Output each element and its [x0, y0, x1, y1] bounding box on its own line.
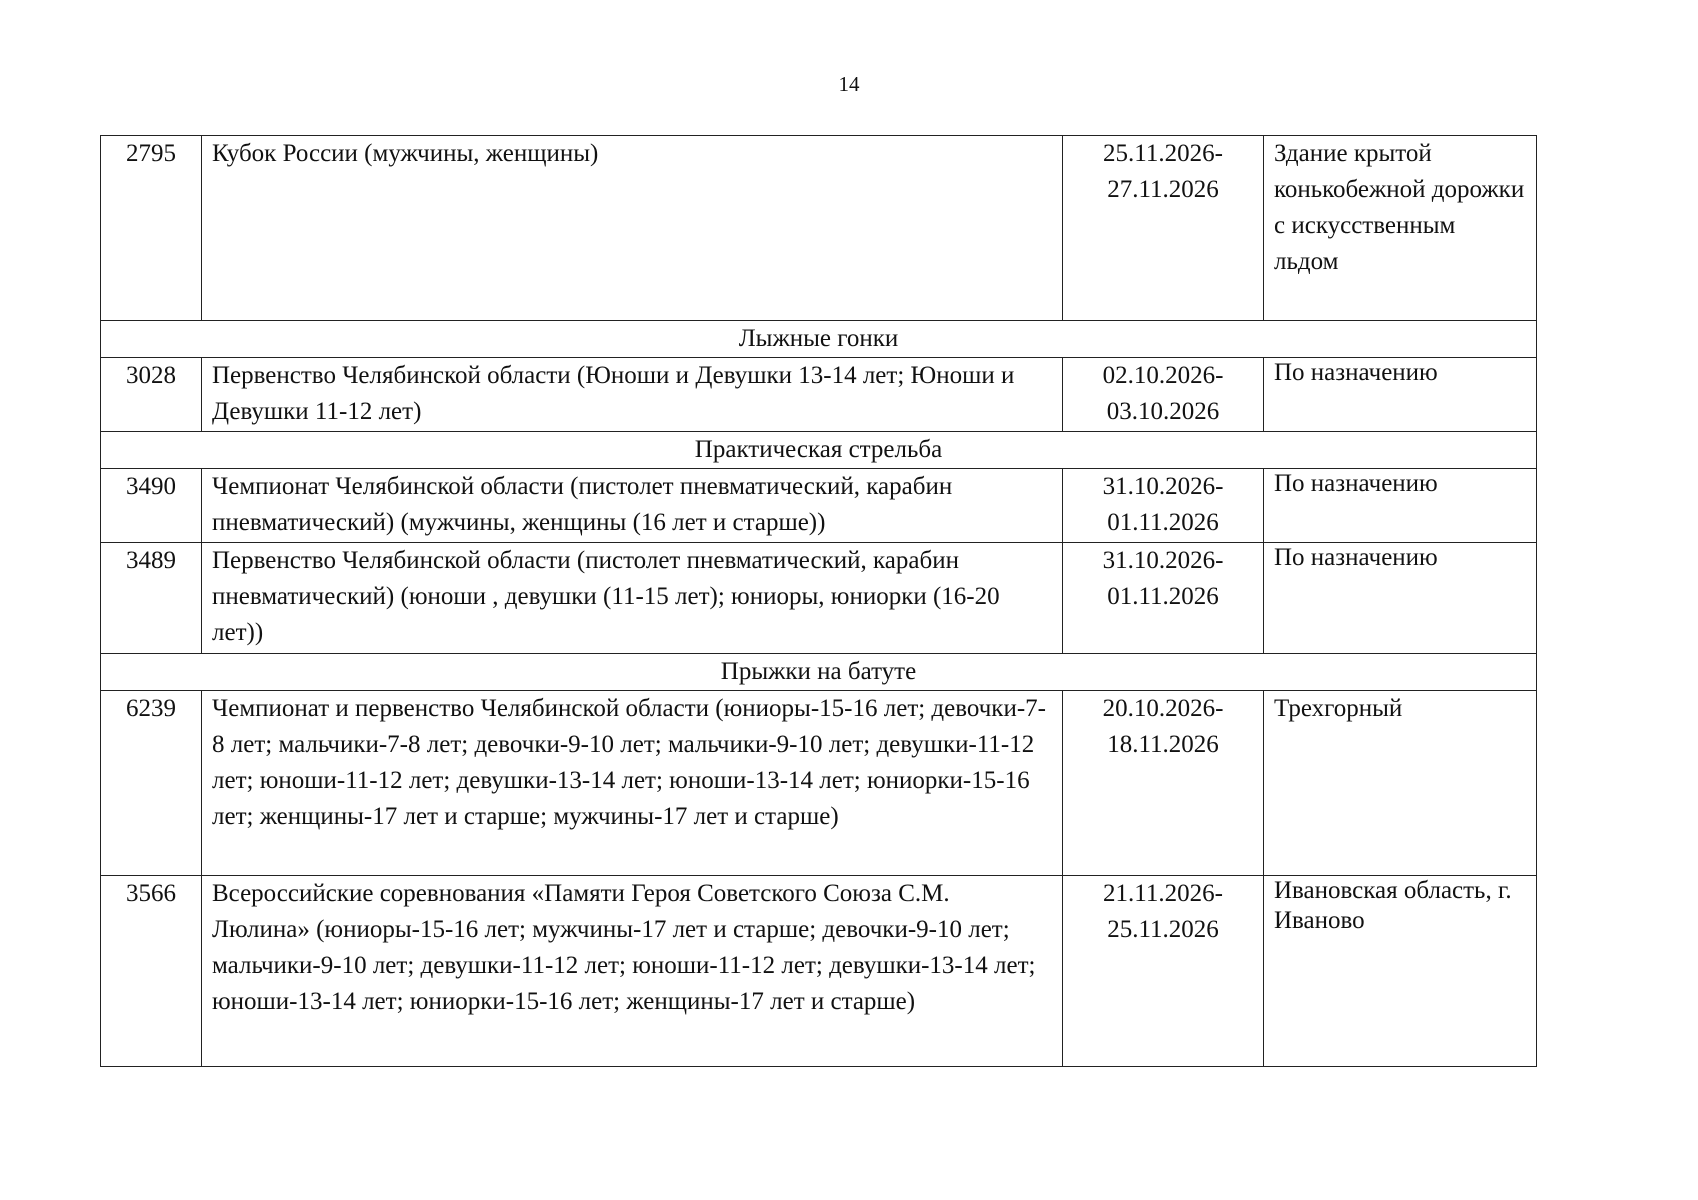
event-date-start: 02.10.2026- — [1102, 362, 1224, 389]
event-name: Первенство Челябинской области (Юноши и Девушки 13-14 лет; Юноши и Девушки 11-12 лет) — [202, 358, 1063, 432]
event-place: Ивановская область, г. Иваново — [1264, 876, 1537, 1067]
event-id: 3489 — [101, 543, 202, 654]
event-id: 3490 — [101, 469, 202, 543]
event-date-start: 25.11.2026- — [1103, 140, 1223, 167]
event-date-end: 01.11.2026 — [1107, 509, 1219, 536]
event-name: Первенство Челябинской области (пистолет пневматический, карабин пневматический) (юноши , девушки (11-15 лет); юниоры, юниорки (16-20 лет)) — [202, 543, 1063, 654]
event-id: 6239 — [101, 691, 202, 876]
event-date-end: 27.11.2026 — [1107, 176, 1219, 203]
section-title: Прыжки на батуте — [101, 654, 1537, 691]
event-date-start: 31.10.2026- — [1102, 473, 1224, 500]
event-dates — [1063, 469, 1264, 543]
event-place: По назначению — [1264, 469, 1537, 543]
section-row — [101, 321, 1537, 358]
event-place: Здание крытой конькобежной дорожки с искусственным льдом — [1264, 136, 1537, 321]
table-row — [101, 691, 1537, 876]
event-id: 3028 — [101, 358, 202, 432]
event-name: Кубок России (мужчины, женщины) — [202, 136, 1063, 321]
event-dates — [1063, 358, 1264, 432]
event-place: По назначению — [1264, 543, 1537, 654]
table-row — [101, 358, 1537, 432]
event-date-start: 20.10.2026- — [1102, 695, 1224, 722]
event-date-end: 18.11.2026 — [1107, 731, 1219, 758]
event-name: Чемпионат Челябинской области (пистолет пневматический, карабин пневматический) (мужчины, женщины (16 лет и старше)) — [202, 469, 1063, 543]
page-number: 14 — [838, 72, 860, 96]
event-place: По назначению — [1264, 358, 1537, 432]
section-title: Лыжные гонки — [101, 321, 1537, 358]
event-date-end: 03.10.2026 — [1106, 398, 1220, 425]
event-id: 2795 — [101, 136, 202, 321]
table-row — [101, 876, 1537, 1067]
event-name: Чемпионат и первенство Челябинской области (юниоры-15-16 лет; девочки-7-8 лет; мальчики-7-8 лет; девочки-9-10 лет; мальчики-9-10 лет; девушки-11-12 лет; юноши-11-12 лет; девушки-13-14 лет; юноши-13-14 лет; юниорки-15-16 лет; женщины-17 лет и старше; мужчины-17 лет и старше) — [202, 691, 1063, 876]
section-row — [101, 654, 1537, 691]
table-row — [101, 543, 1537, 654]
event-dates — [1063, 136, 1264, 321]
event-name: Всероссийские соревнования «Памяти Героя Советского Союза С.М. Люлина» (юниоры-15-16 лет; мужчины-17 лет и старше; девочки-9-10 лет; мальчики-9-10 лет; девушки-11-12 лет; юноши-11-12 лет; девушки-13-14 лет; юноши-13-14 лет; юниорки-15-16 лет; женщины-17 лет и старше) — [202, 876, 1063, 1067]
section-title: Практическая стрельба — [101, 432, 1537, 469]
event-dates — [1063, 543, 1264, 654]
event-date-start: 21.11.2026- — [1103, 880, 1223, 907]
event-dates — [1063, 691, 1264, 876]
event-date-end: 25.11.2026 — [1107, 916, 1219, 943]
event-date-end: 01.11.2026 — [1107, 583, 1219, 610]
event-id: 3566 — [101, 876, 202, 1067]
table-row — [101, 136, 1537, 321]
section-row — [101, 432, 1537, 469]
events-table — [100, 135, 1537, 1067]
event-place: Трехгорный — [1264, 691, 1537, 876]
event-dates — [1063, 876, 1264, 1067]
table-row — [101, 469, 1537, 543]
event-date-start: 31.10.2026- — [1102, 547, 1224, 574]
